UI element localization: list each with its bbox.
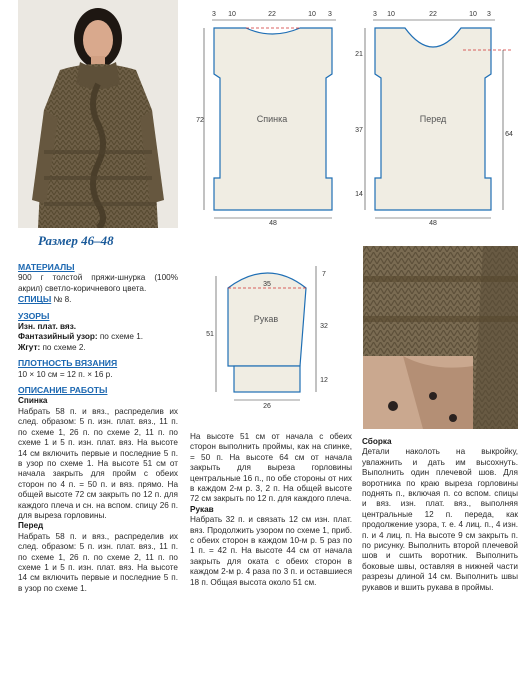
pattern-3-value: по схеме 2. [42,342,86,352]
pattern-2-value: по схеме 1. [99,332,144,342]
back-label: Спинка [256,114,288,124]
patterns-heading: УЗОРЫ [18,310,50,321]
front-continued-text: На высоте 51 см от начала с обеих сторон выполнить проймы, как на спинке, = 50 п. На высоте 64 см от начала закрыть для выреза горловины центральные 16 п., по обе стороны от них в каждом 2-м р. 3, 2 п. На общей высоте 72 см закрыть по 12 п. для каждого плеча. [190,432,352,504]
sleeve-dim-right-1: 7 [322,271,326,278]
needles-heading: СПИЦЫ [18,294,52,305]
sleeve-schematic [198,262,348,412]
front-dim-top-4: 10 [469,11,477,18]
sleeve-dim-right-3: 12 [320,377,328,384]
assembly-text: Детали наколоть на выкройку, увлажнить и дать им высохнуть. Выполнить один плечевой шов. Для воротника по краю выреза горловины поднять п., включая п. со вспом. спицы и вяз. изн. плат. вяз., выполняя центральные 12 п. переда, как продолжение узора, т. е. 4 лиц. п., 4 изн. п. и 4 лиц. п. На высоте 9 см закрыть п. по рисунку. Выполнить второй плечевой шов и сшить воротник. Выполнить боковые швы, оставляя в нижней части разрезы длиной 14 см. Выполнить швы рукавов и вшить рукава в проймы. [362,447,518,592]
front-dim-top-3: 22 [429,11,437,18]
sleeve-total-height: 51 [206,331,214,338]
back-schematic [190,4,360,226]
model-photo [18,0,178,228]
front-text: Набрать 58 п. и вяз., распределив их след. образом: 5 п. изн. плат. вяз., 11 п. по схеме 1, 26 п. по схеме 2, 11 п. по схеме 1 и 5 п. изн. плат. вяз. На высоте 14 см включить первые и последние 5 п. в узор по схеме 1. [18,531,178,593]
front-dim-top-1: 3 [373,11,377,18]
front-label: Перед [419,114,447,124]
work-heading: ОПИСАНИЕ РАБОТЫ [18,385,108,396]
density-heading: ПЛОТНОСТЬ ВЯЗАНИЯ [18,358,118,369]
sleeve-text: Набрать 32 п. и связать 12 см изн. плат. вяз. Продолжить узором по схеме 1, приб. с обеих сторон в каждом 10-м р. 5 раз по 1 п. = 42 п. На высоте 44 см от начала закрыть для оката с обеих сторон в каждом 2-м р. 4 раза по 3 п. и оставшиеся 18 п. Общая высота около 51 см. [190,515,352,587]
back-top-dims [212,11,332,18]
column-2 [190,432,352,588]
sleeve-top-width: 35 [263,281,271,288]
front-dim-side-1: 21 [355,51,363,58]
front-dim-side-3: 14 [355,191,363,198]
back-dim-top-1: 3 [212,11,216,18]
front-dim-right: 64 [505,131,513,138]
back-width-dim: 48 [269,220,277,226]
back-heading: Спинка [18,396,48,406]
assembly-heading: Сборка [362,437,392,446]
pattern-1: Изн. плат. вяз. [18,322,77,332]
size-caption: Размер 46–48 [38,233,114,248]
needles-value: № 8. [53,295,72,305]
sleeve-label: Рукав [253,314,279,324]
front-dim-top-2: 10 [387,11,395,18]
column-1 [18,262,178,594]
front-heading: Перед [18,521,44,531]
back-dim-top-3: 22 [268,11,276,18]
materials-heading: МАТЕРИАЛЫ [18,262,75,272]
sleeve-heading: Рукав [190,504,214,514]
pattern-2-label: Фантазийный узор: [18,332,98,342]
sleeve-bottom-width: 26 [263,403,271,410]
front-dim-top-5: 3 [487,11,491,18]
back-text: Набрать 58 п. и вяз., распределив их след. образом: 5 п. изн. плат. вяз., 11 п. по схеме 1, 26 п. по схеме 2, 11 п. по схеме 1 и 5 п. изн. плат. вяз. На высоте 14 см включить первые и последние 5 п. в узор по схеме 1. На высоте 51 см от начала закрыть для пройм с обеих сторон по 4 п. = 50 п. и вяз. прямо. На общей высоте 72 см закрыть по 12 п. для каждого плеча и сн. на вспом. спицу 26 п. для выреза горловины. [18,406,178,520]
back-height-dim: 72 [196,117,204,124]
column-3 [362,437,518,593]
sleeve-dim-right-2: 32 [320,323,328,330]
pattern-3-label: Жгут: [18,342,41,352]
back-dim-top-4: 10 [308,11,316,18]
materials-text: 900 г толстой пряжи-шнурка (100% акрил) светло-коричневого цвета. [18,273,178,293]
front-width-dim: 48 [429,220,437,226]
front-schematic [345,4,520,226]
detail-photo [363,246,518,429]
front-dim-side-2: 37 [355,127,363,134]
back-dim-top-2: 10 [228,11,236,18]
back-dim-top-5: 3 [328,11,332,18]
density-text: 10 × 10 см = 12 п. × 16 р. [18,369,113,379]
